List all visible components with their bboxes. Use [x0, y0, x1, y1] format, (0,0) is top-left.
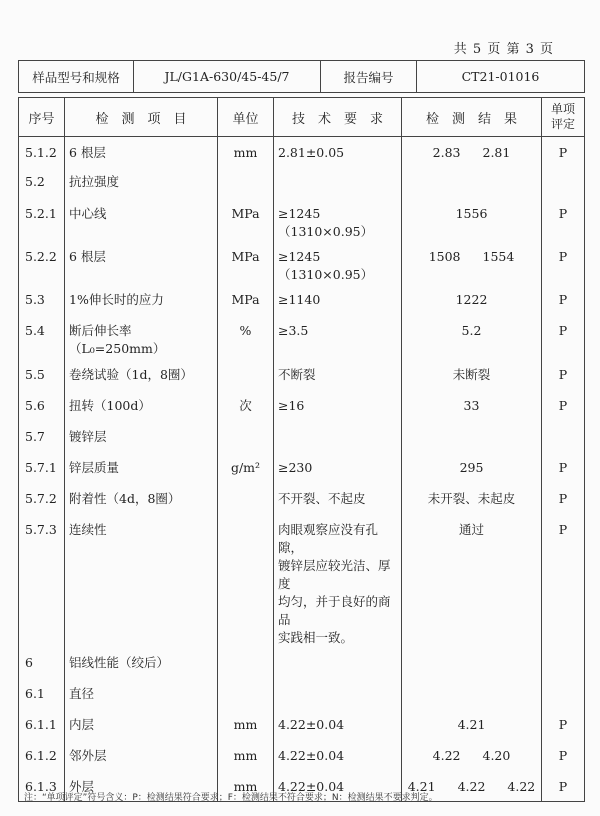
result-value: 未断裂 — [452, 366, 491, 382]
row-result — [402, 709, 542, 740]
row-item: 外层 — [65, 771, 218, 802]
row-result — [402, 315, 542, 359]
table-row — [19, 359, 585, 390]
row-requirement: 肉眼观察应没有孔隙， 镀锌层应较光洁、厚度 均匀，并于良好的商品 实践相一致。 — [274, 514, 402, 647]
row-requirement: ≥1140 — [274, 284, 402, 315]
row-verdict: P — [542, 359, 585, 390]
row-item: 直径 — [65, 678, 218, 709]
row-number: 5.7 — [19, 421, 65, 452]
row-item: 连续性 — [65, 514, 218, 647]
row-item: 内层 — [65, 709, 218, 740]
row-number: 5.7.3 — [19, 514, 65, 647]
row-verdict: P — [542, 137, 585, 166]
table-row — [19, 709, 585, 740]
result-value: 4.21 — [457, 716, 486, 732]
row-verdict — [542, 421, 585, 452]
table-row — [19, 390, 585, 421]
result-value: 1554 — [482, 248, 515, 264]
row-number: 6.1.2 — [19, 740, 65, 771]
result-value: 4.22 — [432, 747, 461, 763]
result-value: 1556 — [455, 205, 488, 221]
row-item: 扭转（100d） — [65, 390, 218, 421]
row-requirement: ≥1245 （1310×0.95） — [274, 198, 402, 241]
row-verdict: P — [542, 483, 585, 514]
row-item: 镀锌层 — [65, 421, 218, 452]
row-requirement: ≥230 — [274, 452, 402, 483]
col-header-item: 检 测 项 目 — [65, 98, 218, 137]
row-verdict — [542, 678, 585, 709]
col-header-result: 检 测 结 果 — [402, 98, 542, 137]
table-row — [19, 284, 585, 315]
row-unit — [218, 421, 274, 452]
table-row — [19, 198, 585, 241]
row-result — [402, 514, 542, 647]
row-number: 5.4 — [19, 315, 65, 359]
row-requirement — [274, 647, 402, 678]
col-header-verdict: 单项 评定 — [542, 98, 585, 137]
row-verdict — [542, 647, 585, 678]
row-number: 6.1.1 — [19, 709, 65, 740]
row-item: 抗拉强度 — [65, 166, 218, 198]
result-value: 33 — [463, 397, 480, 413]
row-requirement: ≥3.5 — [274, 315, 402, 359]
row-item: 锌层质量 — [65, 452, 218, 483]
row-verdict: P — [542, 284, 585, 315]
row-unit — [218, 514, 274, 647]
row-unit — [218, 483, 274, 514]
row-number: 5.1.2 — [19, 137, 65, 166]
row-unit: MPa — [218, 284, 274, 315]
row-verdict — [542, 166, 585, 198]
row-requirement: ≥16 — [274, 390, 402, 421]
row-requirement: ≥1245 （1310×0.95） — [274, 241, 402, 284]
row-result — [402, 241, 542, 284]
footnote: 注：“单项评定”符号含义：P：检测结果符合要求；F：检测结果不符合要求；N：检测结果不要求判定。 — [24, 793, 438, 803]
row-requirement: 不断裂 — [274, 359, 402, 390]
col-header-requirement: 技 术 要 求 — [274, 98, 402, 137]
table-row — [19, 241, 585, 284]
row-number: 5.2.2 — [19, 241, 65, 284]
row-unit: MPa — [218, 198, 274, 241]
row-number: 5.3 — [19, 284, 65, 315]
table-row — [19, 514, 585, 647]
row-number: 5.5 — [19, 359, 65, 390]
col-header-unit: 单位 — [218, 98, 274, 137]
result-value: 295 — [459, 459, 484, 475]
row-verdict: P — [542, 771, 585, 802]
table-row — [19, 137, 585, 166]
row-unit: mm — [218, 740, 274, 771]
result-value: 1508 — [428, 248, 461, 264]
row-result — [402, 740, 542, 771]
row-verdict: P — [542, 390, 585, 421]
row-item: 卷绕试验（1d，8圈） — [65, 359, 218, 390]
row-number: 6 — [19, 647, 65, 678]
row-number: 5.2.1 — [19, 198, 65, 241]
row-item: 附着性（4d，8圈） — [65, 483, 218, 514]
row-requirement: 4.22±0.04 — [274, 709, 402, 740]
row-item: 断后伸长率 （L₀=250mm） — [65, 315, 218, 359]
row-requirement — [274, 678, 402, 709]
row-verdict: P — [542, 709, 585, 740]
row-requirement — [274, 421, 402, 452]
row-result — [402, 359, 542, 390]
model-value: JL/G1A-630/45-45/7 — [134, 61, 321, 93]
row-item: 中心线 — [65, 198, 218, 241]
row-unit: 次 — [218, 390, 274, 421]
row-number: 6.1 — [19, 678, 65, 709]
result-value: 2.81 — [482, 145, 511, 160]
row-unit — [218, 678, 274, 709]
table-row — [19, 483, 585, 514]
table-row — [19, 452, 585, 483]
table-row — [19, 315, 585, 359]
result-value: 5.2 — [461, 322, 482, 338]
sample-header-table — [18, 60, 585, 93]
table-row — [19, 421, 585, 452]
col-header-no: 序号 — [19, 98, 65, 137]
row-item: 6 根层 — [65, 241, 218, 284]
report-number-label: 报告编号 — [321, 61, 417, 93]
result-value: 4.22 — [507, 778, 536, 794]
row-result — [402, 166, 542, 198]
model-label: 样品型号和规格 — [19, 61, 134, 93]
page-number: 共 5 页 第 3 页 — [453, 42, 554, 57]
row-unit: MPa — [218, 241, 274, 284]
row-result — [402, 483, 542, 514]
row-verdict: P — [542, 740, 585, 771]
row-unit: % — [218, 315, 274, 359]
row-unit — [218, 166, 274, 198]
result-value: 4.21 — [407, 778, 436, 794]
row-verdict: P — [542, 315, 585, 359]
result-value: 4.22 — [457, 778, 486, 794]
table-row — [19, 647, 585, 678]
row-unit: mm — [218, 771, 274, 802]
table-row — [19, 166, 585, 198]
result-value: 1222 — [455, 291, 488, 307]
row-verdict: P — [542, 241, 585, 284]
row-item: 6 根层 — [65, 137, 218, 166]
row-verdict: P — [542, 452, 585, 483]
row-result — [402, 421, 542, 452]
row-item: 邻外层 — [65, 740, 218, 771]
row-unit — [218, 359, 274, 390]
result-value: 通过 — [458, 521, 484, 537]
row-requirement — [274, 166, 402, 198]
row-result — [402, 137, 542, 166]
result-value: 未开裂、未起皮 — [427, 490, 516, 506]
row-unit — [218, 647, 274, 678]
row-requirement: 4.22±0.04 — [274, 740, 402, 771]
row-requirement: 4.22±0.04 — [274, 771, 402, 802]
row-verdict: P — [542, 514, 585, 647]
row-number: 5.7.1 — [19, 452, 65, 483]
row-number: 6.1.3 — [19, 771, 65, 802]
row-result — [402, 647, 542, 678]
row-unit: mm — [218, 137, 274, 166]
row-result — [402, 390, 542, 421]
row-requirement: 不开裂、不起皮 — [274, 483, 402, 514]
row-requirement: 2.81±0.05 — [274, 137, 402, 166]
row-result — [402, 452, 542, 483]
report-number-value: CT21-01016 — [417, 61, 585, 93]
row-result — [402, 678, 542, 709]
row-item: 1%伸长时的应力 — [65, 284, 218, 315]
row-number: 5.7.2 — [19, 483, 65, 514]
result-value: 4.20 — [482, 747, 511, 763]
row-result — [402, 284, 542, 315]
row-unit: g/m² — [218, 452, 274, 483]
row-item: 铝线性能（绞后） — [65, 647, 218, 678]
row-result — [402, 198, 542, 241]
table-row — [19, 740, 585, 771]
row-number: 5.2 — [19, 166, 65, 198]
row-verdict: P — [542, 198, 585, 241]
test-results-table — [18, 97, 585, 802]
row-unit: mm — [218, 709, 274, 740]
row-number: 5.6 — [19, 390, 65, 421]
result-value: 2.83 — [432, 145, 461, 160]
table-row — [19, 678, 585, 709]
